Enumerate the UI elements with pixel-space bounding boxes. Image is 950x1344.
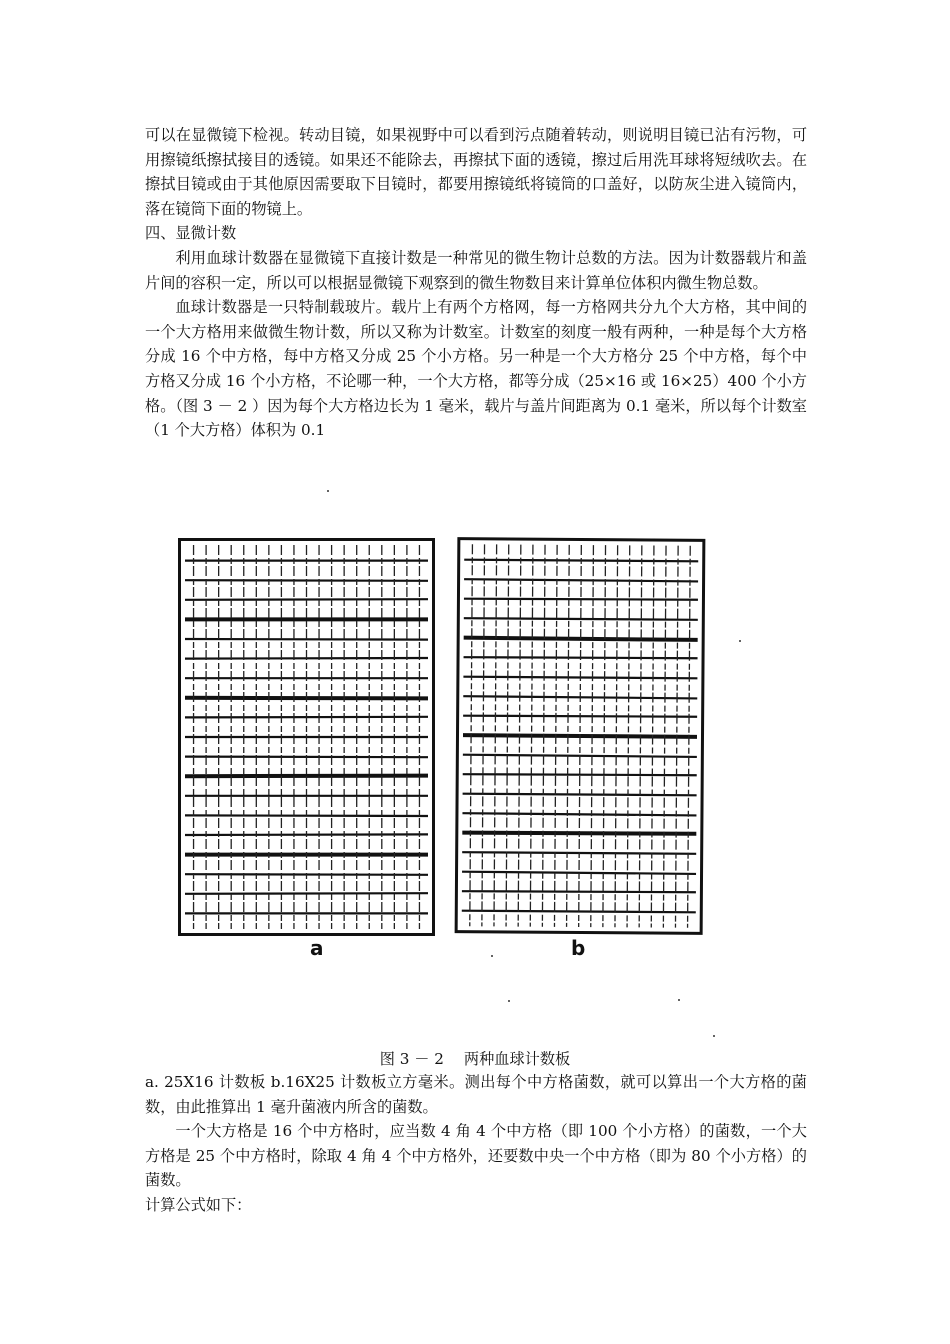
grid-panel-a [178, 538, 435, 936]
hemocytometer-figure [176, 538, 706, 968]
scan-speck [678, 999, 680, 1001]
grid-row-line [464, 598, 698, 600]
grid-b-image [458, 540, 703, 932]
scan-speck [713, 1035, 715, 1037]
top-text-block [145, 123, 807, 443]
grid-row-line [464, 618, 698, 620]
section-heading: 四、显微计数 [145, 224, 237, 243]
paragraph: 可以在显微镜下检视。转动目镜，如果视野中可以看到污点随着转动，则说明目镜已沾有污物，可用擦镜纸擦拭接目的透镜。如果还不能除去，再擦拭下面的透镜，擦过后用洗耳球将短绒吹去。在擦拭目镜或由于其他原因需要取下目镜时，都要用擦镜纸将镜筒的口盖好，以防灰尘进入镜筒内，落在镜筒下面的物镜上。 [145, 126, 807, 218]
grid-row-line [185, 639, 428, 640]
panel-label-b: b [571, 936, 586, 960]
grid-row-line [185, 893, 428, 894]
scan-speck [739, 640, 741, 642]
paragraph: 计算公式如下： [145, 1195, 252, 1214]
paragraph: 一个大方格是 16 个中方格时，应当数 4 角 4 个中方格（即 100 个小方格）的菌数，一个大方格是 25 个中方格时，除取 4 角 4 个中方格外，还要数中央一个中方格（即为 80 个小方格）的菌数。 [145, 1122, 807, 1190]
figure-caption: 图 3 － 2 两种血球计数板 [379, 1050, 571, 1068]
grid-a-image [181, 541, 432, 933]
paragraph: 利用血球计数器在显微镜下直接计数是一种常见的微生物计总数的方法。因为计数器载片和盖片间的容积一定，所以可以根据显微镜下观察到的微生物数目来计算单位体积内微生物总数。 [145, 248, 807, 292]
scan-speck [327, 490, 329, 492]
scan-speck [491, 955, 493, 957]
grid-panel-b [455, 537, 706, 935]
scan-speck [508, 1000, 510, 1002]
paragraph: 血球计数器是一只特制载玻片。载片上有两个方格网，每一方格网共分九个大方格，其中间的一个大方格用来做微生物计数，所以又称为计数室。计数室的刻度一般有两种，一种是每个大方格分成 16 个中方格，每中方格又分成 25 个小方格。另一种是一个大方格分 25 个中方格，每个中方格又分成 16 个小方格，不论哪一种，一个大方格，都等分成（25×16 或 16×25）400 个小方格。（图 3 － 2 ）因为每个大方格边长为 1 毫米，载片与盖片间距离为 0.1 毫米，所以每个计数室（1 个大方格）体积为 0.1 [145, 298, 807, 440]
bottom-text-block [145, 1070, 807, 1218]
panel-label-a: a [310, 936, 324, 960]
paragraph: a. 25X16 计数板 b.16X25 计数板立方毫米。测出每个中方格菌数，就可以算出一个大方格的菌数，由此推算出 1 毫升菌液内所含的菌数。 [145, 1073, 807, 1116]
grid-row-line [185, 599, 428, 600]
